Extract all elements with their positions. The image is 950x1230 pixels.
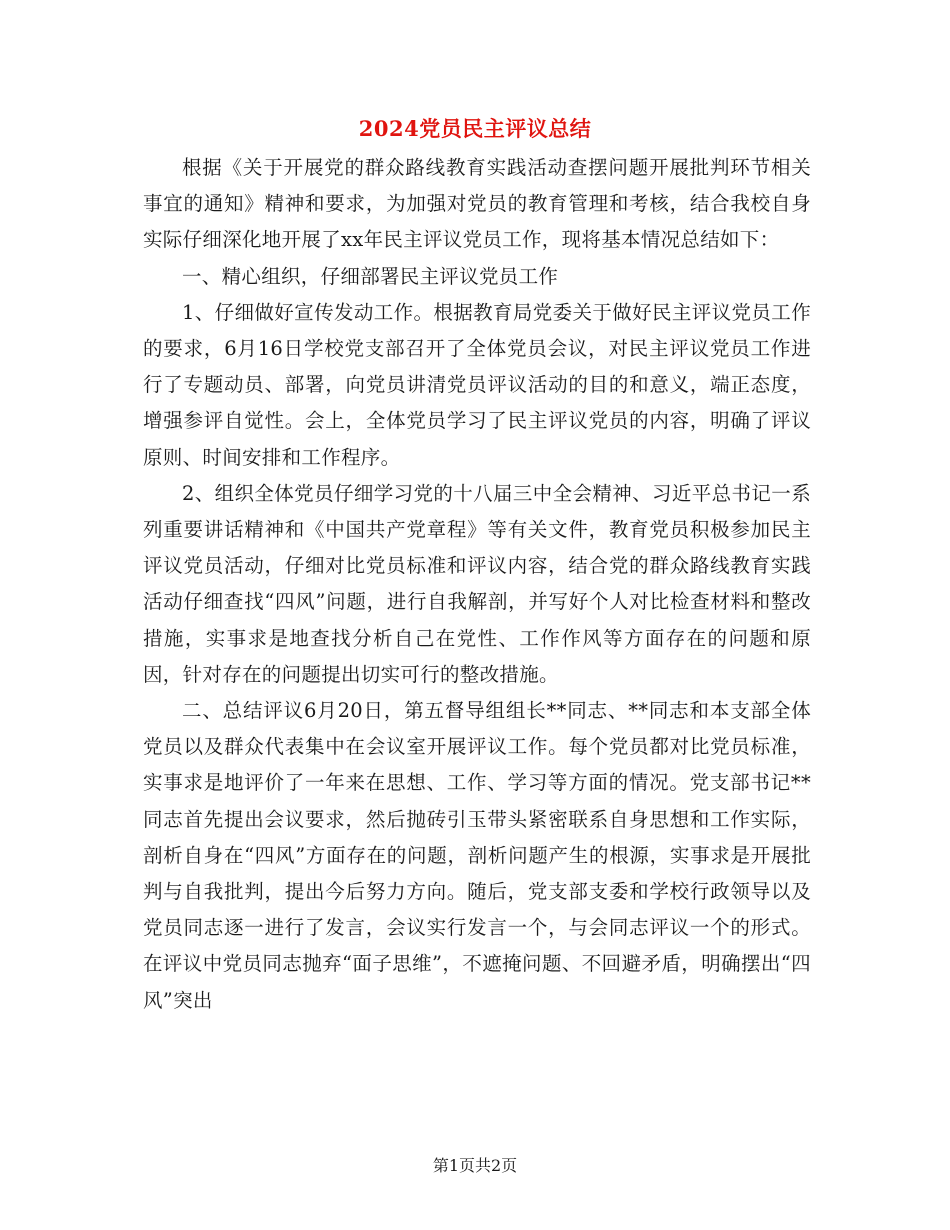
document-body <box>143 150 811 1019</box>
page-footer: 第1页共2页 <box>432 1156 518 1175</box>
body-paragraph-2: 2、组织全体党员仔细学习党的十八届三中全会精神、习近平总书记一系列重要讲话精神和《中国共产党章程》等有关文件，教育党员积极参加民主评议党员活动，仔细对比党员标准和评议内容，结合党的群众路线教育实践活动仔细查找“四风”问题，进行自我解剖，并写好个人对比检查材料和整改措施，实事求是地查找分析自己在党性、工作作风等方面存在的问题和原因，针对存在的问题提出切实可行的整改措施。 <box>143 481 811 686</box>
document-title: 2024党员民主评议总结 <box>358 116 592 141</box>
section-heading-1: 一、精心组织，仔细部署民主评议党员工作 <box>182 264 559 288</box>
body-paragraph-3: 二、总结评议6月20日，第五督导组组长**同志、**同志和本支部全体党员以及群众代表集中在会议室开展评议工作。每个党员都对比党员标准，实事求是地评价了一年来在思想、工作、学习等方面的情况。党支部书记**同志首先提出会议要求，然后抛砖引玉带头紧密联系自身思想和工作实际，剖析自身在“四风”方面存在的问题，剖析问题产生的根源，实事求是开展批判与自我批判，提出今后努力方向。随后，党支部支委和学校行政领导以及党员同志逐一进行了发言，会议实行发言一个，与会同志评议一个的形式。在评议中党员同志抛弃“面子思维”，不遮掩问题、不回避矛盾，明确摆出“四风”突出 <box>143 699 811 1012</box>
intro-paragraph: 根据《关于开展党的群众路线教育实践活动查摆问题开展批判环节相关事宜的通知》精神和要求，为加强对党员的教育管理和考核，结合我校自身实际仔细深化地开展了xx年民主评议党员工作，现将基本情况总结如下： <box>143 156 811 252</box>
body-paragraph-1: 1、仔细做好宣传发动工作。根据教育局党委关于做好民主评议党员工作的要求，6月16日学校党支部召开了全体党员会议，对民主评议党员工作进行了专题动员、部署，向党员讲清党员评议活动的目的和意义，端正态度，增强参评自觉性。会上，全体党员学习了民主评议党员的内容，明确了评议原则、时间安排和工作程序。 <box>143 300 811 469</box>
